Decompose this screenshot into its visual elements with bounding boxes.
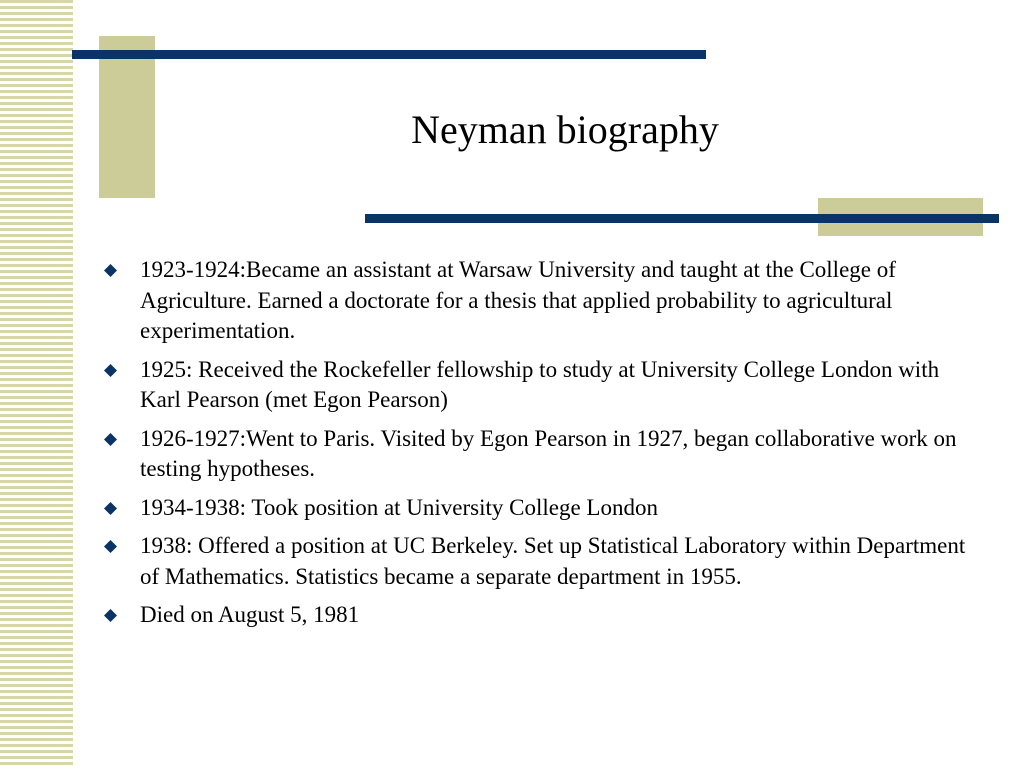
decorative-tan-block-left	[99, 36, 155, 198]
bullet-item	[100, 531, 980, 592]
diamond-bullet-icon	[104, 540, 117, 553]
bullet-item	[100, 424, 980, 485]
bullet-item	[100, 493, 980, 524]
decorative-navy-bar-bottom	[365, 214, 999, 223]
decorative-navy-bar-top	[72, 50, 706, 59]
bullet-text: 1926-1927:Went to Paris. Visited by Egon Pearson in 1927, began collaborative work on testing hypotheses.	[140, 425, 957, 481]
diamond-bullet-icon	[104, 502, 117, 515]
slide-title: Neyman biography	[411, 107, 719, 152]
diamond-bullet-icon	[104, 609, 117, 622]
bullet-text: 1925: Received the Rockefeller fellowship to study at University College London with Karl Pearson (met Egon Pearson)	[140, 356, 940, 412]
bullet-text: 1938: Offered a position at UC Berkeley. Set up Statistical Laboratory within Department of Mathematics. Statistics became a separate department in 1955.	[140, 533, 966, 589]
striped-margin	[0, 0, 73, 768]
bullet-text: 1934-1938: Took position at University College London	[140, 494, 658, 520]
diamond-bullet-icon	[104, 433, 117, 446]
bullet-list	[100, 255, 980, 639]
bullet-item	[100, 255, 980, 347]
diamond-bullet-icon	[104, 364, 117, 377]
bullet-text: 1923-1924:Became an assistant at Warsaw University and taught at the College of Agriculture. Earned a doctorate for a thesis that applied probability to agricultural experimentation.	[140, 257, 896, 343]
diamond-bullet-icon	[104, 264, 117, 277]
bullet-item	[100, 355, 980, 416]
bullet-item	[100, 600, 980, 631]
bullet-text: Died on August 5, 1981	[140, 602, 360, 627]
